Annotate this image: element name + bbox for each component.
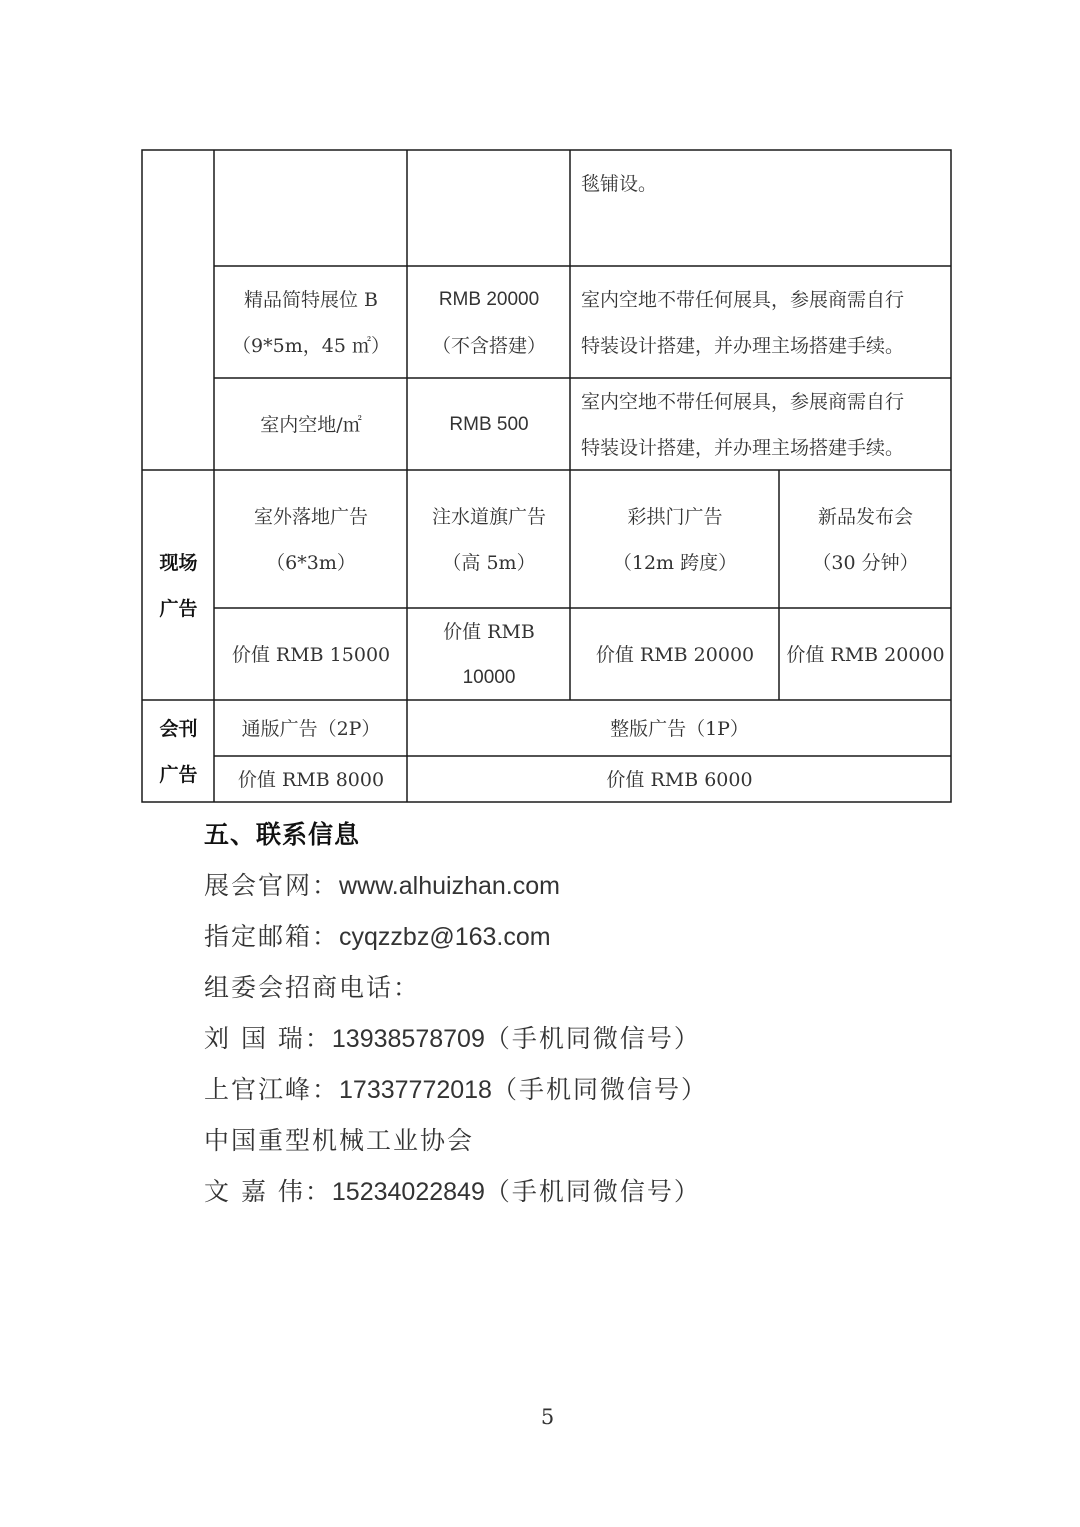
journal-spread-name: 通版广告（2P） xyxy=(241,717,381,740)
journal-ad-label-cell xyxy=(143,701,214,802)
onsite-item-spec: （30 分钟） xyxy=(812,551,919,574)
person-label: 刘 国 瑞： xyxy=(204,1024,332,1053)
page-number: 5 xyxy=(540,1405,555,1429)
onsite-item-cell xyxy=(408,471,570,608)
person-label: 上官江峰： xyxy=(204,1075,340,1104)
raw-space-price-cell xyxy=(408,379,570,470)
journal-spread-name-cell xyxy=(215,701,407,756)
contact-organization: 中国重型机械工业协会 xyxy=(204,1126,475,1155)
contact-phone-heading: 组委会招商电话： xyxy=(204,973,421,1002)
booth-desc-line2: 特装设计搭建，并办理主场搭建手续。 xyxy=(581,334,905,357)
person-phone: 13938578709 xyxy=(331,1025,485,1053)
journal-full-name-cell xyxy=(408,701,951,756)
raw-space-desc-cell xyxy=(571,379,951,470)
raw-space-price: RMB 500 xyxy=(449,413,529,435)
email-link[interactable]: cyqzzbz@163.com xyxy=(339,923,551,951)
booth-price-line2: （不含搭建） xyxy=(431,334,546,357)
onsite-item-value-cell xyxy=(571,609,779,700)
onsite-item-value-cell xyxy=(215,609,407,700)
pricing-table xyxy=(141,149,952,803)
contact-email-line xyxy=(204,917,551,953)
onsite-item-spec: （6*3m） xyxy=(266,551,356,574)
onsite-item-name: 彩拱门广告 xyxy=(627,505,723,528)
onsite-item-value-cell xyxy=(408,609,570,700)
booth-name-cell xyxy=(215,267,407,378)
onsite-item-name: 新品发布会 xyxy=(817,505,913,528)
raw-space-name-cell xyxy=(215,379,407,470)
journal-full-name: 整版广告（1P） xyxy=(610,717,749,740)
onsite-ad-label-line1: 现场 xyxy=(159,551,198,574)
email-label: 指定邮箱： xyxy=(204,922,340,951)
contact-heading: 五、联系信息 xyxy=(204,820,361,849)
onsite-item-cell xyxy=(571,471,779,608)
contact-website-line xyxy=(204,866,560,902)
onsite-ad-label-cell xyxy=(143,471,214,700)
person-phone: 17337772018 xyxy=(339,1076,492,1104)
person-phone: 15234022849 xyxy=(331,1178,485,1206)
onsite-item-cell xyxy=(215,471,407,608)
booth-name-line1: 精品简特展位 B xyxy=(243,288,378,311)
onsite-item-value-line2: 10000 xyxy=(462,666,516,688)
journal-full-value-cell xyxy=(408,757,951,802)
contact-person-line xyxy=(204,1070,708,1106)
person-note: （手机同微信号） xyxy=(484,1177,701,1206)
journal-spread-value: 价值 RMB 8000 xyxy=(237,768,385,791)
onsite-item-name: 室外落地广告 xyxy=(253,505,368,528)
person-note: （手机同微信号） xyxy=(491,1075,708,1104)
booth-desc-text: 毯铺设。 xyxy=(581,173,658,195)
onsite-item-value: 价值 RMB 15000 xyxy=(231,643,391,666)
journal-ad-label-line1: 会刊 xyxy=(159,717,198,740)
website-label: 展会官网： xyxy=(204,871,340,900)
onsite-item-cell xyxy=(780,471,951,608)
booth-price-cell xyxy=(408,267,570,378)
contact-person-line xyxy=(204,1172,701,1208)
raw-space-name: 室内空地/㎡ xyxy=(260,413,362,436)
onsite-item-spec: （高 5m） xyxy=(442,551,536,574)
journal-full-value: 价值 RMB 6000 xyxy=(606,768,753,791)
onsite-item-value-line1: 价值 RMB xyxy=(443,620,535,643)
onsite-item-name: 注水道旗广告 xyxy=(431,505,546,528)
raw-space-desc-line1: 室内空地不带任何展具，参展商需自行 xyxy=(581,390,905,413)
booth-name-line2: （9*5m，45 ㎡） xyxy=(232,334,390,357)
booth-desc-cell xyxy=(571,267,951,378)
person-note: （手机同微信号） xyxy=(484,1024,701,1053)
journal-ad-label-line2: 广告 xyxy=(159,763,198,786)
onsite-item-value: 价值 RMB 20000 xyxy=(786,643,945,666)
contact-person-line xyxy=(204,1019,701,1055)
person-label: 文 嘉 伟： xyxy=(204,1177,332,1206)
onsite-item-value: 价值 RMB 20000 xyxy=(595,643,755,666)
booth-desc-line1: 室内空地不带任何展具，参展商需自行 xyxy=(581,288,905,311)
raw-space-desc-line2: 特装设计搭建，并办理主场搭建手续。 xyxy=(581,436,905,459)
onsite-ad-label-line2: 广告 xyxy=(159,597,198,620)
onsite-item-value-cell xyxy=(780,609,951,700)
booth-price-line1: RMB 20000 xyxy=(438,288,540,310)
booth-desc-cell xyxy=(571,151,951,266)
website-link[interactable]: www.alhuizhan.com xyxy=(339,872,560,900)
journal-spread-value-cell xyxy=(215,757,407,802)
onsite-item-spec: （12m 跨度） xyxy=(612,551,738,574)
